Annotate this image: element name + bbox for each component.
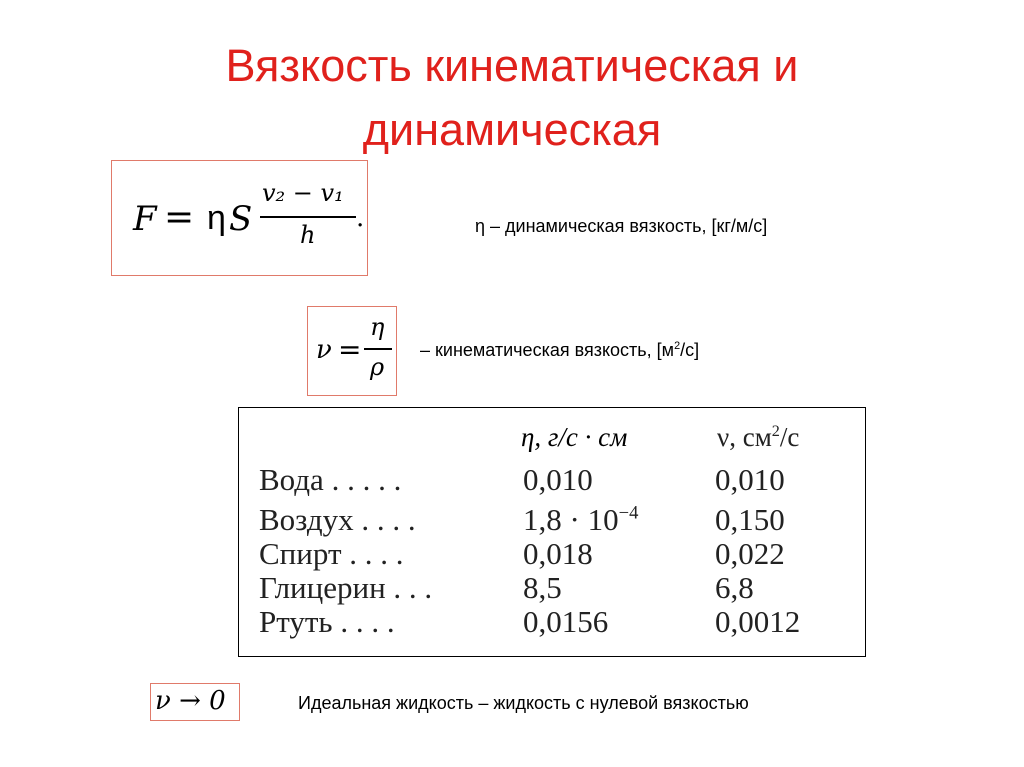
title-line-2: динамическая xyxy=(362,104,662,155)
row-name: Глицерин . . . xyxy=(259,570,433,605)
slide-title xyxy=(0,34,1024,162)
row-name: Вода . . . . . xyxy=(259,462,402,497)
formula-equals-2: = xyxy=(338,333,362,366)
formula-f-symbol: F xyxy=(133,199,157,239)
row-nu: 0,0012 xyxy=(715,604,801,639)
header-eta xyxy=(521,422,627,453)
formula-trailing-dot: . xyxy=(356,203,365,233)
row-name: Ртуть . . . . xyxy=(259,604,395,639)
row-nu: 0,022 xyxy=(715,536,785,571)
formula-fraction-bar xyxy=(260,216,356,218)
formula-nu: ν xyxy=(316,335,332,365)
header-nu-prefix: ν, см xyxy=(717,422,772,452)
formula-numerator: v₂ − v₁ xyxy=(262,179,344,207)
kinematic-caption-sup: 2 xyxy=(674,340,681,352)
formula-rho-denominator: ρ xyxy=(370,353,385,381)
kinematic-viscosity-formula-box xyxy=(307,306,397,396)
row-nu: 0,150 xyxy=(715,502,785,537)
row-eta: 8,5 xyxy=(523,570,562,605)
header-nu xyxy=(717,422,799,453)
formula-equals: = xyxy=(164,197,195,238)
kinematic-caption-prefix: – кинематическая вязкость, [м xyxy=(420,340,675,360)
formula-fraction-bar-2 xyxy=(364,348,392,350)
formula-eta-numerator: η xyxy=(370,313,385,341)
row-eta: 0,018 xyxy=(523,536,593,571)
header-eta-text: η, г/с · см xyxy=(521,422,628,452)
formula-nu-limit: ν → 0 xyxy=(155,686,226,716)
kinematic-viscosity-caption xyxy=(420,340,699,361)
row-name: Спирт . . . . xyxy=(259,536,404,571)
row-eta-sup: −4 xyxy=(618,502,639,524)
formula-denominator: h xyxy=(300,221,316,249)
row-eta: 0,010 xyxy=(523,462,593,497)
kinematic-caption-suffix: /с] xyxy=(680,340,700,360)
formula-s-symbol: S xyxy=(229,199,253,239)
row-nu: 6,8 xyxy=(715,570,754,605)
title-line-1: Вязкость кинематическая и xyxy=(225,40,799,91)
ideal-fluid-caption: Идеальная жидкость – жидкость с нулевой вязкостью xyxy=(298,693,749,713)
dynamic-viscosity-caption: η – динамическая вязкость, [кг/м/с] xyxy=(475,216,768,236)
row-name: Воздух . . . . xyxy=(259,502,416,537)
formula-eta: η xyxy=(207,199,226,237)
ideal-fluid-formula-box xyxy=(150,683,240,721)
dynamic-viscosity-formula-box xyxy=(111,160,368,276)
header-nu-sup: 2 xyxy=(771,422,780,440)
row-nu: 0,010 xyxy=(715,462,785,497)
row-eta: 0,0156 xyxy=(523,604,609,639)
row-eta-base: 1,8 · 10 xyxy=(523,502,619,537)
row-eta xyxy=(523,502,638,538)
header-nu-suffix: /с xyxy=(779,422,800,452)
viscosity-table xyxy=(238,407,866,657)
